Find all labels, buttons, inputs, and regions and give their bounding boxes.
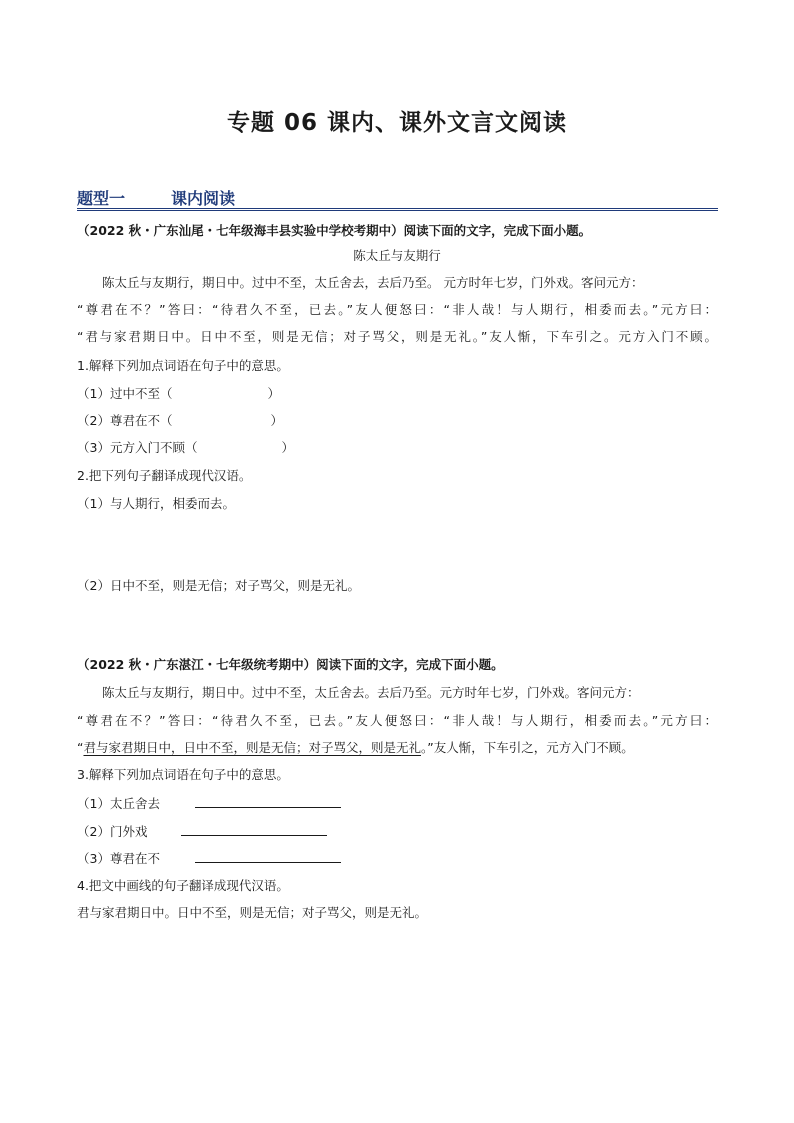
q4-stem: 4.把文中画线的句子翻译成现代汉语。 (77, 878, 289, 893)
answer-line[interactable] (181, 821, 327, 836)
passage-rest: 。”友人惭，下车引之，元方入门不顾。 (421, 740, 634, 755)
q1-item-text: （1）过中不至（ (77, 386, 173, 401)
answer-line[interactable] (195, 848, 341, 863)
underlined-sentence: 君与家君期日中，日中不至，则是无信；对子骂父，则是无礼 (83, 740, 421, 755)
part1-source: （2022 秋・广东汕尾・七年级海丰县实验中学校考期中）阅读下面的文字，完成下面小题。 (77, 223, 592, 238)
section-name: 课内阅读 (171, 189, 236, 208)
part1-passage-line: “君与家君期日中。日中不至，则是无信；对子骂父，则是无礼。”友人惭，下车引之。元方入门不顾。 (77, 329, 717, 344)
quote-open: “ (77, 740, 84, 755)
q1-item (77, 411, 717, 431)
q2-item: （2）日中不至，则是无信；对子骂父，则是无礼。 (77, 578, 360, 593)
q2-item: （1）与人期行，相委而去。 (77, 496, 235, 511)
q1-item-close: ） (267, 386, 280, 401)
q1-stem: 1.解释下列加点词语在句子中的意思。 (77, 358, 289, 373)
q1-item-text: （2）尊君在不（ (77, 413, 173, 428)
answer-line[interactable] (195, 793, 341, 808)
part2-source: （2022 秋・广东湛江・七年级统考期中）阅读下面的文字，完成下面小题。 (77, 657, 504, 672)
q1-item (77, 384, 717, 404)
q1-item-close: ） (281, 440, 294, 455)
part1-passage-line: “尊君在不？”答曰：“待君久不至，已去。”友人便怒曰：“非人哉！与人期行，相委而去。”元方曰： (77, 302, 717, 317)
section-label: 题型一 (77, 189, 126, 208)
q1-item-close: ） (270, 413, 283, 428)
part1-passage-line: 陈太丘与友期行，期日中。过中不至，太丘舍去，去后乃至。 元方时年七岁，门外戏。客问元方： (102, 275, 644, 290)
page-title: 专题 06 课内、课外文言文阅读 (226, 110, 568, 136)
q3-item (77, 821, 717, 841)
q3-stem: 3.解释下列加点词语在句子中的意思。 (77, 767, 289, 782)
part2-passage-line (77, 738, 717, 758)
part2-passage-line: “尊君在不？”答曰：“待君久不至，已去。”友人便怒曰：“非人哉！与人期行，相委而去。”元方曰： (77, 713, 717, 728)
q1-item-text: （3）元方入门不顾（ (77, 440, 198, 455)
q3-item-text: （3）尊君在不 (77, 851, 160, 866)
part1-passage-title: 陈太丘与友期行 (353, 248, 441, 263)
q3-item-text: （1）太丘舍去 (77, 796, 160, 811)
section-header (77, 186, 718, 211)
q2-stem: 2.把下列句子翻译成现代汉语。 (77, 468, 252, 483)
q3-item-text: （2）门外戏 (77, 824, 148, 839)
q1-item (77, 438, 717, 458)
q4-sentence: 君与家君期日中。日中不至，则是无信；对子骂父，则是无礼。 (77, 905, 428, 920)
part2-passage-line: 陈太丘与友期行，期日中。过中不至，太丘舍去。去后乃至。元方时年七岁，门外戏。客问元方： (102, 685, 640, 700)
q3-item (77, 793, 717, 813)
q3-item (77, 848, 717, 868)
